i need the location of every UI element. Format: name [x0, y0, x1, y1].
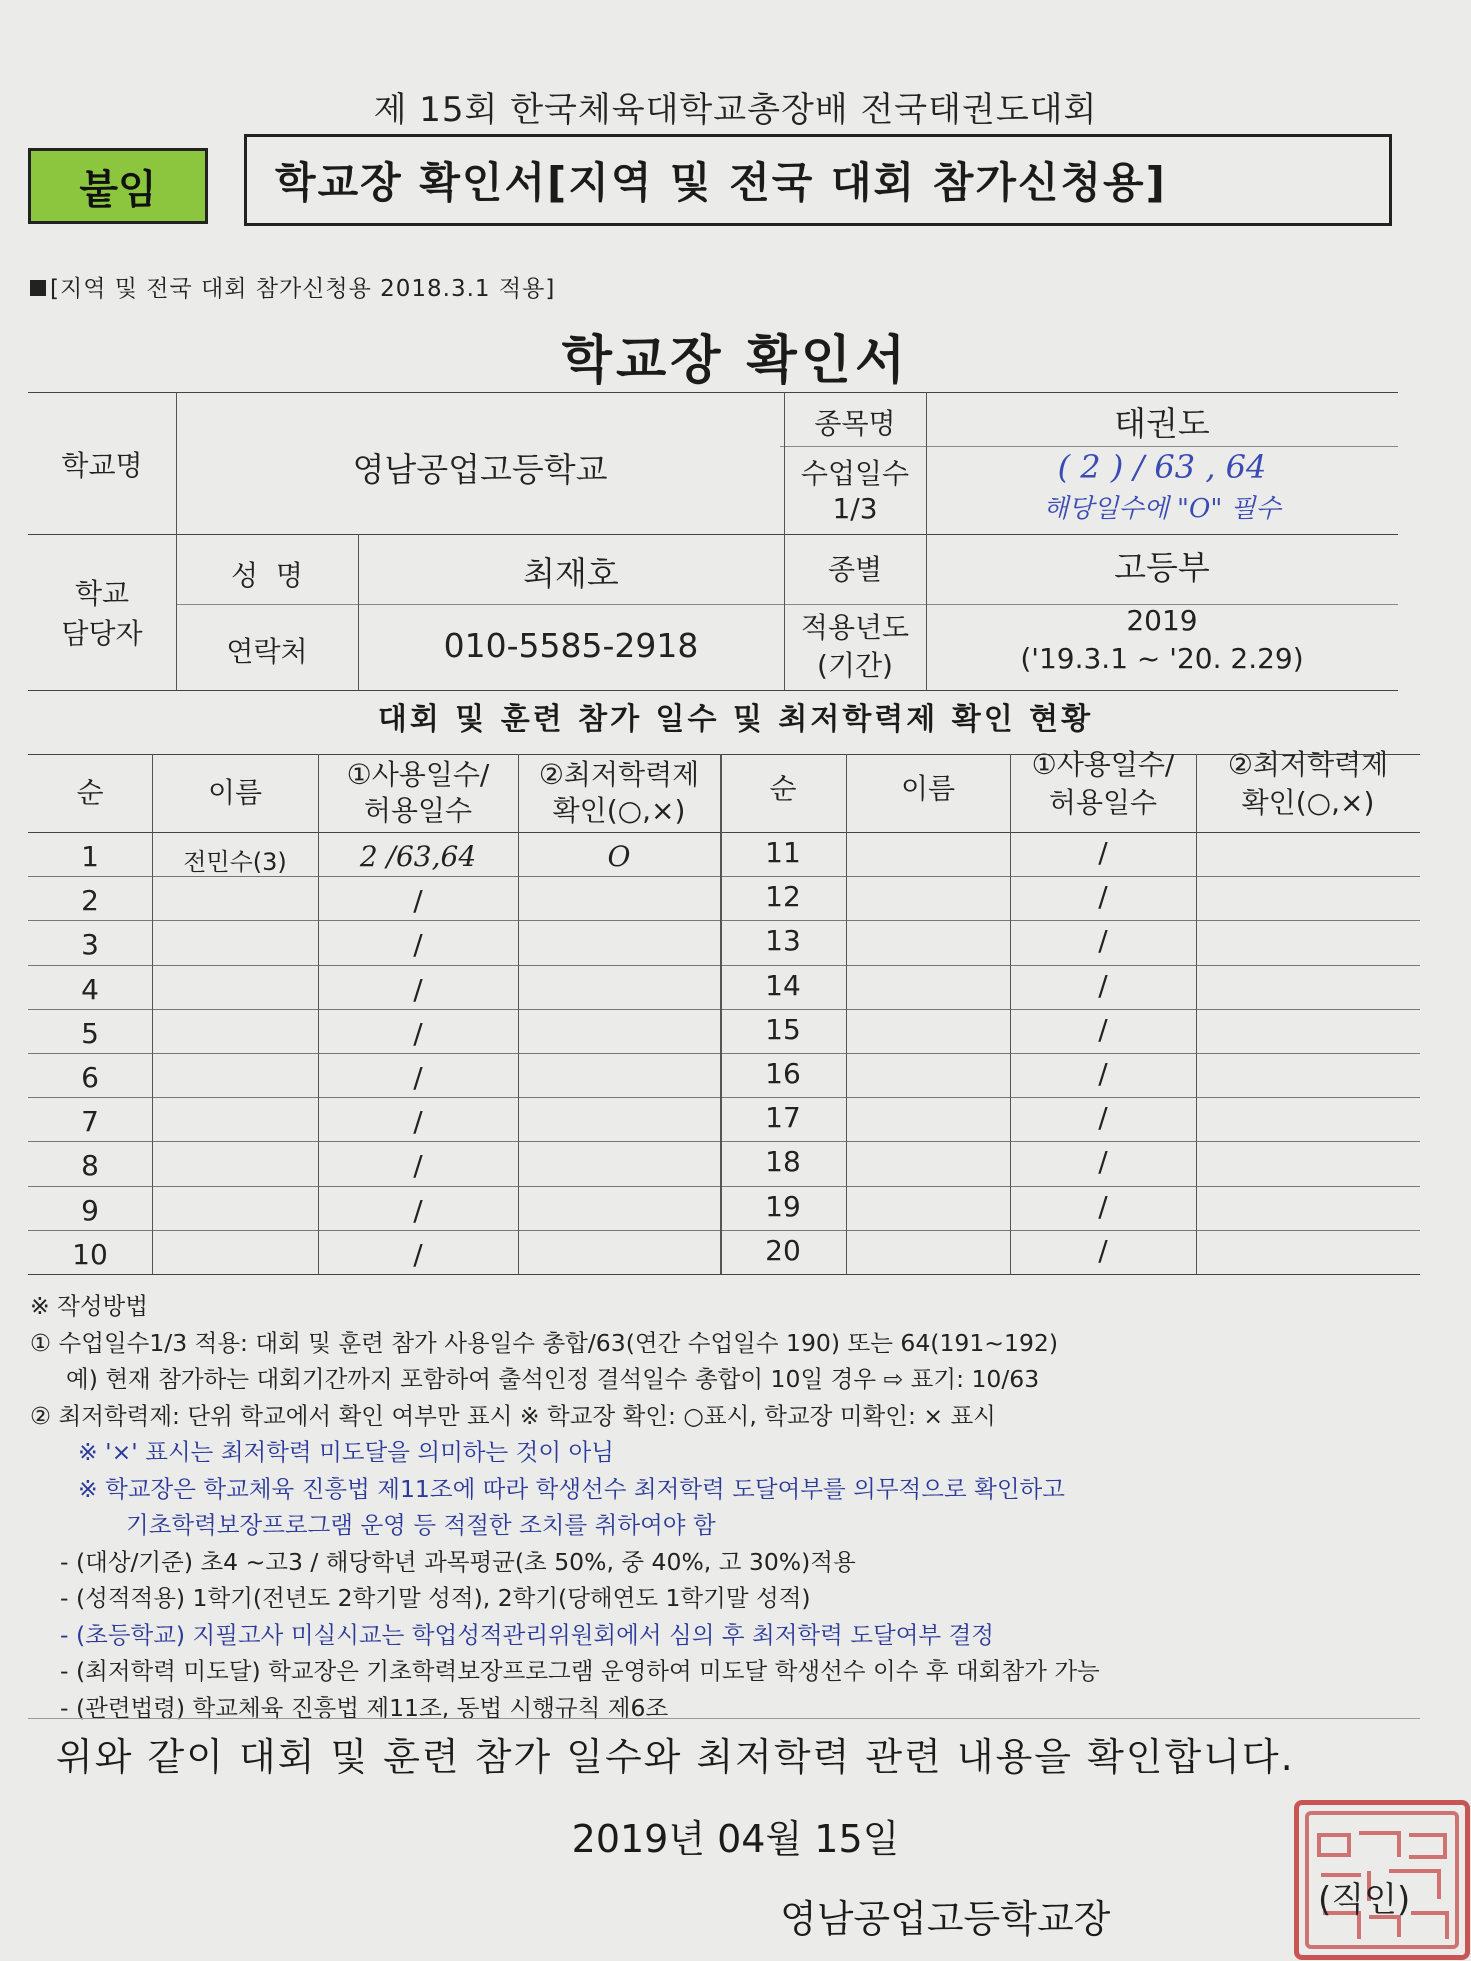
class-days-label-1: 수업일수	[800, 457, 910, 490]
principal-signature-line: 영남공업고등학교장	[780, 1897, 1111, 1941]
used-allowed-days: /	[1098, 1233, 1108, 1267]
row-number: 6	[81, 1061, 99, 1094]
row-number: 19	[765, 1189, 801, 1223]
school-name-value: 영남공업고등학교	[352, 450, 608, 489]
status-col-1	[152, 754, 153, 1274]
used-allowed-days: /	[1098, 880, 1108, 914]
used-allowed-days: /	[413, 1016, 423, 1050]
used-allowed-days: /	[413, 1105, 423, 1139]
row-number: 5	[81, 1016, 99, 1050]
table-row-divider	[28, 1141, 1420, 1142]
notes-line: - (대상/기준) 초4 ~고3 / 해당학년 과목평균(초 50%, 중 40%, 고 30%)적용	[60, 1547, 856, 1576]
row-number: 15	[765, 1012, 801, 1046]
used-allowed-days: /	[1098, 924, 1108, 958]
table-row-divider	[28, 1230, 1420, 1231]
header-name-left: 이름	[207, 776, 263, 809]
writing-instructions	[30, 1288, 1450, 1726]
used-allowed-days: /	[1098, 1189, 1108, 1223]
used-allowed-days: /	[1098, 1145, 1108, 1179]
player-name: 전민수(3)	[183, 848, 287, 876]
contact-label: 연락처	[226, 635, 308, 668]
info-rule-top	[28, 392, 1398, 393]
row-number: 3	[81, 928, 99, 962]
used-allowed-days: /	[1098, 968, 1108, 1002]
used-allowed-days: /	[1098, 1057, 1108, 1090]
header-days-2-right: 허용일수	[1048, 786, 1158, 819]
used-allowed-days: /	[413, 928, 423, 962]
header-days-2-left: 허용일수	[363, 794, 473, 827]
notes-line: - (최저학력 미도달) 학교장은 기초학력보장프로그램 운영하여 미도달 학생선수 이수 후 대회참가 가능	[60, 1657, 1100, 1685]
seal-label: (직인)	[1318, 1880, 1411, 1920]
school-name-label: 학교명	[61, 449, 143, 482]
status-col-5	[846, 754, 847, 1274]
manager-label-1: 학교	[74, 577, 130, 610]
status-col-3	[518, 754, 519, 1274]
table-bottom-rule	[28, 1274, 1420, 1275]
header-acad-1-left: ②최저학력제	[538, 758, 700, 791]
table-row-divider	[28, 1186, 1420, 1187]
table-row-divider	[28, 1009, 1420, 1010]
event-title: 제 15회 한국체육대학교총장배 전국태권도대회	[373, 90, 1098, 130]
confirmation-statement: 위와 같이 대회 및 훈련 참가 일수와 최저학력 관련 내용을 확인합니다.	[56, 1735, 1295, 1779]
row-number: 8	[81, 1149, 99, 1183]
row-number: 11	[765, 836, 801, 869]
row-number: 12	[765, 880, 801, 914]
used-allowed-days: /	[1098, 836, 1108, 869]
year-label-1: 적용년도	[800, 611, 910, 644]
header-num-right: 순	[769, 772, 797, 805]
notes-heading: ※ 작성방법	[30, 1292, 148, 1320]
application-note: [지역 및 전국 대회 참가신청용 2018.3.1 적용]	[30, 270, 555, 303]
table-row-divider	[28, 965, 1420, 966]
header-num-left: 순	[76, 776, 104, 809]
row-number: 13	[765, 924, 801, 958]
year-value-1: 2019	[1126, 604, 1198, 637]
class-days-value: ( 2 ) / 63 , 64	[1057, 448, 1267, 486]
status-rule-header	[28, 832, 1420, 833]
notes-line: ※ '×' 표시는 최저학력 미도달을 의미하는 것이 아님	[78, 1438, 614, 1466]
square-bullet-icon	[30, 280, 46, 296]
document-title: 학교장 확인서	[561, 331, 910, 391]
notes-line: - (성적적용) 1학기(전년도 2학기말 성적), 2학기(당해연도 1학기말 성적)	[60, 1584, 811, 1612]
header-acad-1-right: ②최저학력제	[1227, 748, 1389, 781]
status-col-7	[1196, 754, 1197, 1274]
row-number: 20	[765, 1233, 801, 1267]
info-rule-bottom	[28, 690, 1398, 691]
attachment-badge: 붙임	[28, 148, 208, 224]
row-number: 9	[81, 1193, 99, 1227]
issue-date: 2019년 04월 15일	[571, 1817, 900, 1861]
header-days-1-left: ①사용일수/	[346, 758, 490, 791]
row-number: 18	[765, 1145, 801, 1179]
notes-line: 기초학력보장프로그램 운영 등 적절한 조치를 취하여야 함	[126, 1511, 716, 1539]
used-allowed-days: /	[413, 972, 423, 1006]
row-number: 16	[765, 1057, 801, 1090]
row-number: 4	[81, 972, 99, 1006]
used-allowed-days: /	[1098, 1101, 1108, 1135]
notes-line: - (초등학교) 지필고사 미실시교는 학업성적관리위원회에서 심의 후 최저학력 도달여부 결정	[60, 1620, 994, 1649]
year-value-2: ('19.3.1 ~ '20. 2.29)	[1020, 642, 1304, 675]
header-acad-2-left: 확인(○,×)	[552, 794, 686, 827]
notes-line: ① 수업일수1/3 적용: 대회 및 훈련 참가 사용일수 총합/63(연간 수업일수 190) 또는 64(191~192)	[30, 1328, 1059, 1357]
used-allowed-days: /	[413, 1149, 423, 1183]
row-number: 7	[81, 1105, 99, 1139]
row-number: 14	[765, 968, 801, 1002]
info-rule-sport	[780, 446, 1398, 447]
header-name-right: 이름	[900, 772, 956, 805]
division-value: 고등부	[1114, 548, 1210, 587]
used-allowed-days: /	[413, 884, 423, 918]
manager-label-2: 담당자	[61, 617, 143, 650]
contact-value: 010-5585-2918	[443, 626, 699, 665]
division-label: 종별	[827, 553, 883, 586]
notes-line: ※ 학교장은 학교체육 진흥법 제11조에 따라 학생선수 최저학력 도달여부를 의무적으로 확인하고	[78, 1474, 1065, 1503]
used-allowed-days: /	[413, 1237, 423, 1271]
header-acad-2-right: 확인(○,×)	[1241, 786, 1375, 819]
manager-name-value: 최재호	[523, 554, 619, 593]
class-days-note: 해당일수에 "O" 필수	[1043, 494, 1281, 524]
notes-line: 예) 현재 참가하는 대회기간까지 포함하여 출석인정 결석일수 총합이 10일 경우 ⇨ 표기: 10/63	[66, 1365, 1040, 1393]
table-row-divider	[28, 1097, 1420, 1098]
row-number: 10	[72, 1237, 108, 1271]
manager-name-label: 성 명	[231, 559, 303, 592]
row-number: 1	[81, 840, 99, 873]
used-allowed-days: /	[413, 1061, 423, 1094]
used-allowed-days: /	[1098, 1012, 1108, 1046]
footer-rule	[28, 1718, 1420, 1719]
class-days-label-2: 1/3	[832, 492, 878, 525]
status-section-title: 대회 및 훈련 참가 일수 및 최저학력제 확인 현황	[377, 702, 1094, 737]
row-number: 2	[81, 884, 99, 918]
academic-check: O	[607, 840, 631, 873]
header-days-1-right: ①사용일수/	[1031, 748, 1175, 781]
year-label-2: (기간)	[817, 649, 893, 682]
used-allowed-days: 2 /63,64	[359, 840, 477, 873]
info-rule-mid	[28, 534, 1398, 535]
notes-line: ② 최저학력제: 단위 학교에서 확인 여부만 표시 ※ 학교장 확인: ○표시, 학교장 미확인: × 표시	[30, 1401, 996, 1430]
sport-value: 태권도	[1114, 404, 1210, 443]
document-box-title: 학교장 확인서[지역 및 전국 대회 참가신청용]	[244, 134, 1392, 226]
used-allowed-days: /	[413, 1193, 423, 1227]
table-row-divider	[28, 920, 1420, 921]
table-row-divider	[28, 1053, 1420, 1054]
sport-label: 종목명	[814, 407, 896, 440]
row-number: 17	[765, 1101, 801, 1135]
notes-line: - (관련법령) 학교체육 진흥법 제11조, 동법 시행규칙 제6조	[60, 1693, 669, 1722]
